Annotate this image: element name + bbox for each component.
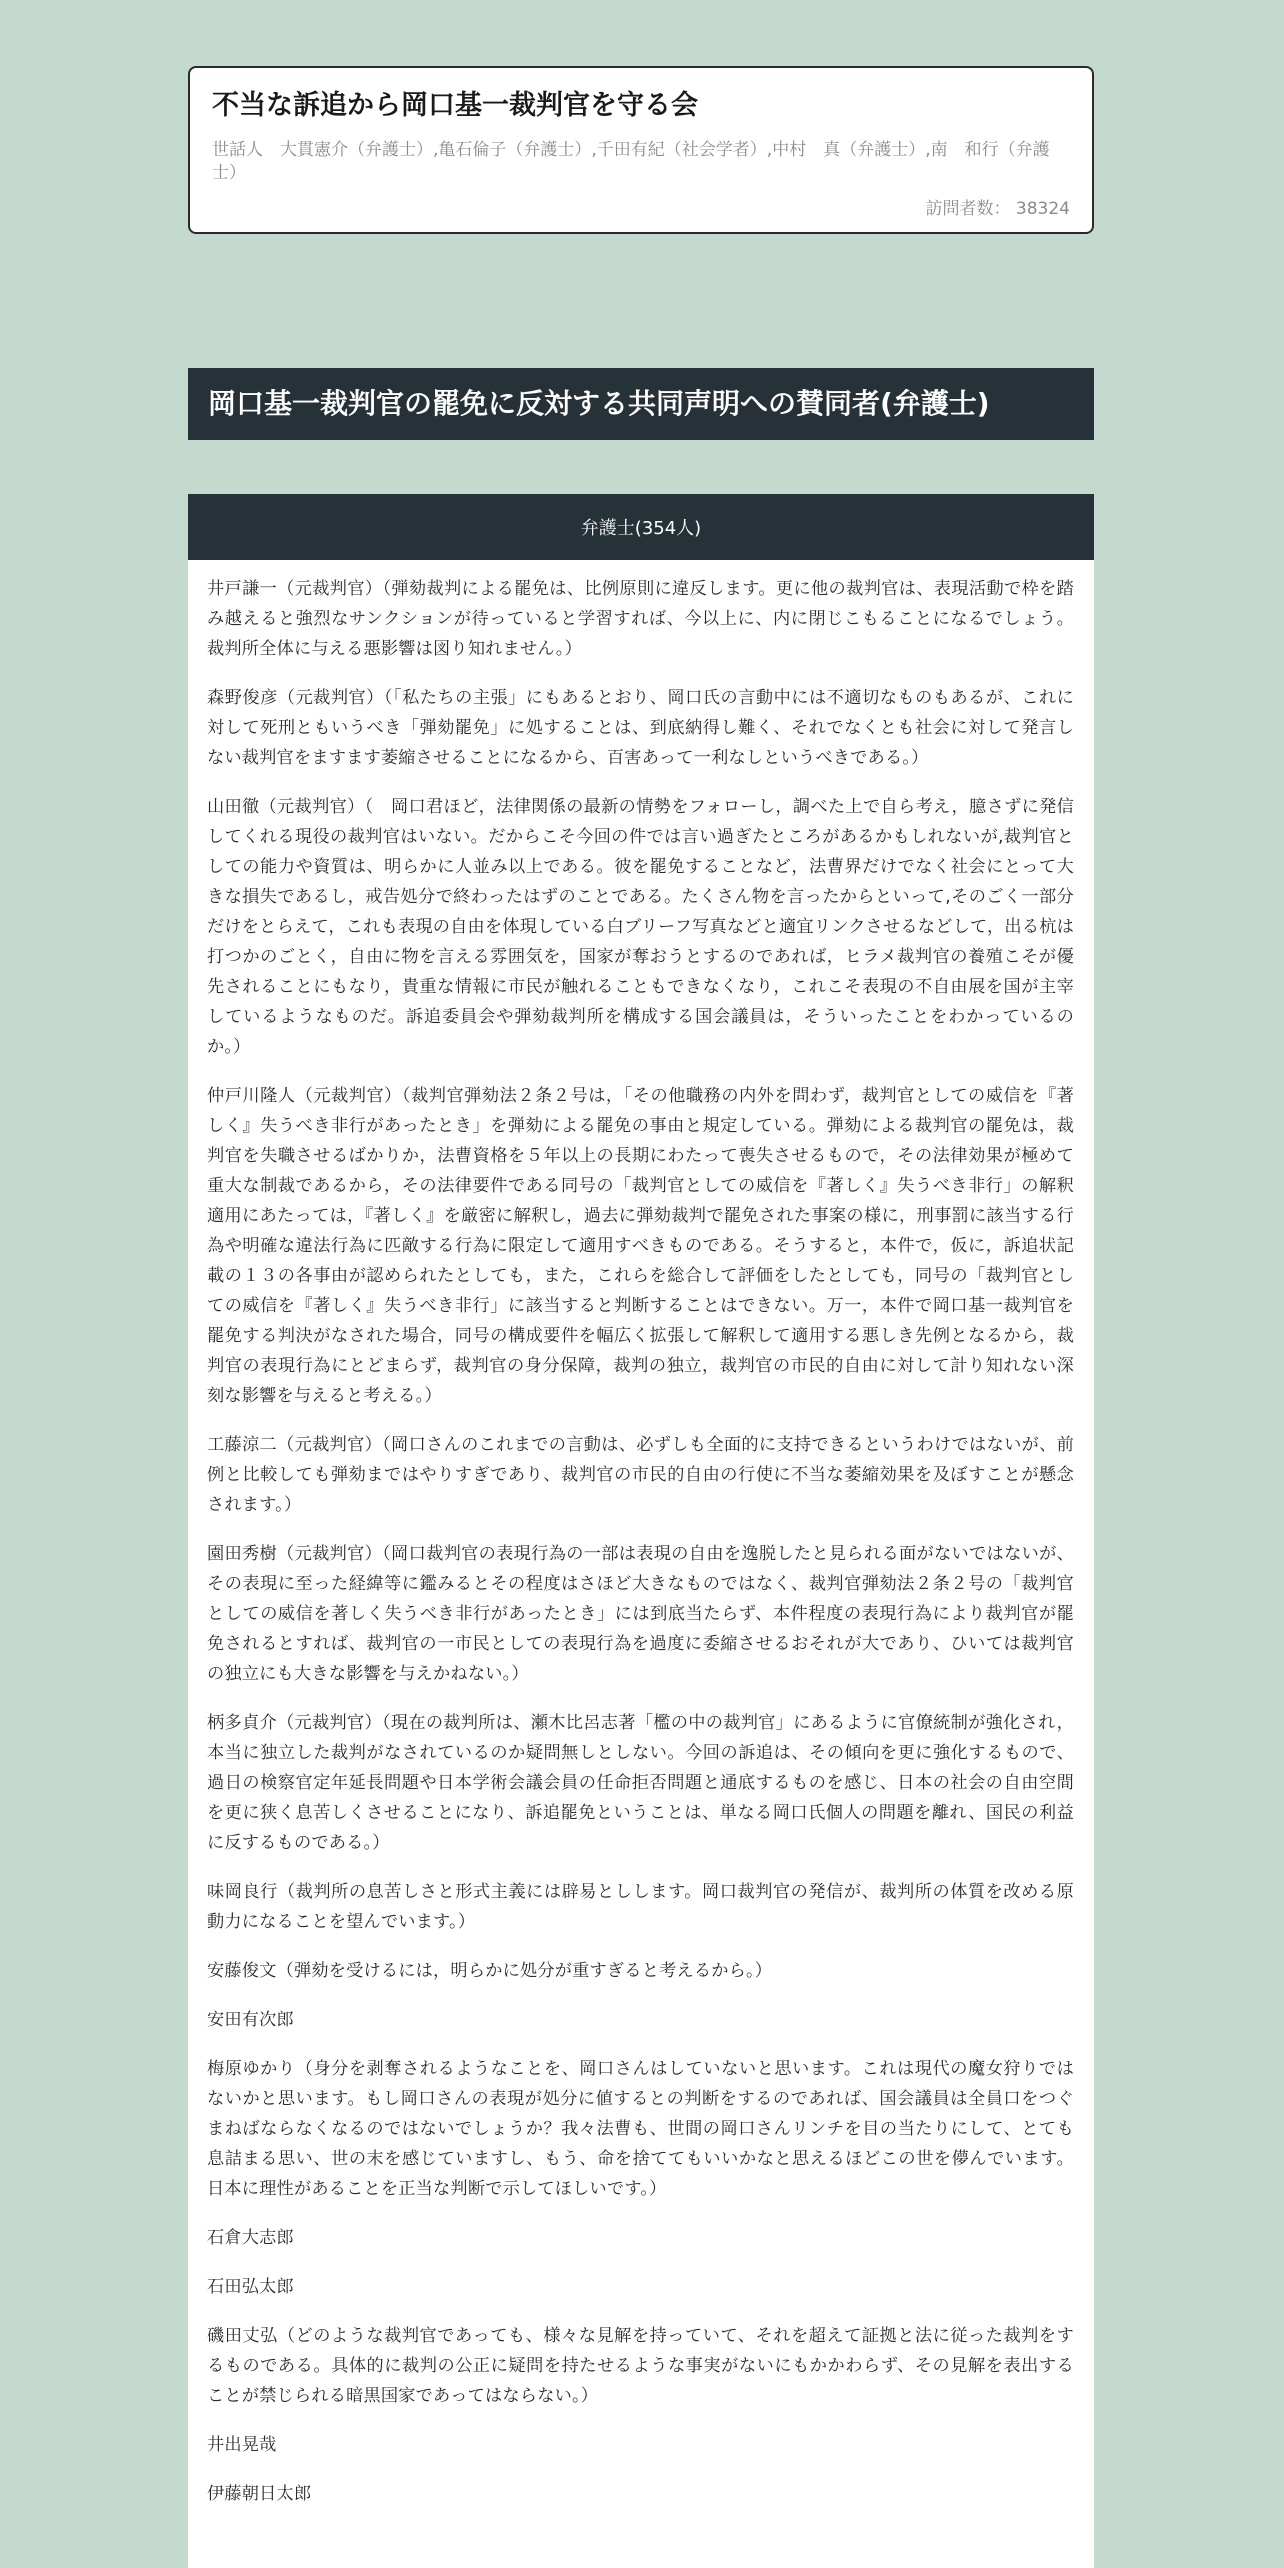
- signatory-entry: 安田有次郎: [207, 2010, 294, 2030]
- signatory-entry: 工藤涼二（元裁判官）（岡口さんのこれまでの言動は、必ずしも全面的に支持できるというわけではないが、前例と比較しても弾劾まではやりすぎであり、裁判官の市民的自由の行使に不当な萎縮効果を及ぼすことが懸念されます。）: [207, 1435, 1074, 1515]
- signatory-entry: 園田秀樹（元裁判官）（岡口裁判官の表現行為の一部は表現の自由を逸脱したと見られる面がないではないが、その表現に至った経緯等に鑑みるとその程度はさほど大きなものではなく、裁判官弾劾法２条２号の「裁判官としての威信を著しく失うべき非行があったとき」には到底当たらず、本件程度の表現行為により裁判官が罷免されるとすれば、裁判官の一市民としての表現行為を過度に委縮させるおそれが大であり、ひいては裁判官の独立にも大きな影響を与えかねない。）: [207, 1544, 1074, 1684]
- signatory-entry: 石田弘太郎: [207, 2277, 294, 2297]
- signatory-entry: 石倉大志郎: [207, 2228, 294, 2248]
- signatory-entry: 井出晃哉: [207, 2435, 277, 2455]
- site-header-card: [188, 66, 1094, 234]
- signatories-section: [188, 494, 1094, 2568]
- page-title: 岡口基一裁判官の罷免に反対する共同声明への賛同者(弁護士): [188, 368, 1094, 440]
- organizers-text: 世話人 大貫憲介（弁護士）,亀石倫子（弁護士）,千田有紀（社会学者）,中村 真（弁護士）,南 和行（弁護士）: [212, 140, 1050, 184]
- signatory-entry: 柄多貞介（元裁判官）（現在の裁判所は、瀬木比呂志著「檻の中の裁判官」にあるように官僚統制が強化され，本当に独立した裁判がなされているのか疑問無しとしない。今回の訴追は、その傾向を更に強化するもので、過日の検察官定年延長問題や日本学術会議会員の任命拒否問題と通底するものを感じ、日本の社会の自由空間を更に狭く息苦しくさせることになり、訴追罷免ということは、単なる岡口氏個人の問題を離れ、国民の利益に反するものである。）: [207, 1713, 1074, 1853]
- site-title-link[interactable]: 不当な訴追から岡口基一裁判官を守る会: [212, 90, 698, 121]
- signatory-entry: 梅原ゆかり（身分を剥奪されるようなことを、岡口さんはしていないと思います。これは現代の魔女狩りではないかと思います。もし岡口さんの表現が処分に値するとの判断をするのであれば、国会議員は全員口をつぐまねばならなくなるのではないでしょうか？我々法曹も、世間の岡口さんリンチを目の当たりにして、とても息詰まる思い、世の末を感じていますし、もう、命を捨ててもいいかなと思えるほどこの世を儚んでいます。日本に理性があることを正当な判断で示してほしいです。）: [207, 2059, 1074, 2199]
- signatory-entry: 伊藤朝日太郎: [207, 2484, 312, 2504]
- signatory-entry: 森野俊彦（元裁判官）（「私たちの主張」にもあるとおり、岡口氏の言動中には不適切なものもあるが、これに対して死刑ともいうべき「弾劾罷免」に処することは、到底納得し難く、それでなくとも社会に対して発言しない裁判官をますます萎縮させることになるから、百害あって一利なしというべきである。）: [207, 688, 1074, 768]
- site-title: [212, 88, 1070, 123]
- signatory-entry: 安藤俊文（弾劾を受けるには，明らかに処分が重すぎると考えるから。）: [207, 1961, 773, 1981]
- signatory-entry: 山田徹（元裁判官）（ 岡口君ほど，法律関係の最新の情勢をフォローし，調べた上で自ら考え，臆さずに発信してくれる現役の裁判官はいない。だからこそ今回の件では言い過ぎたところがあるかもしれないが,裁判官としての能力や資質は、明らかに人並み以上である。彼を罷免することなど，法曹界だけでなく社会にとって大きな損失であるし，戒告処分で終わったはずのことである。たくさん物を言ったからといって,そのごく一部分だけをとらえて，これも表現の自由を体現している白ブリーフ写真などと適宜リンクさせるなどして，出る杭は打つかのごとく，自由に物を言える雰囲気を，国家が奪おうとするのであれば，ヒラメ裁判官の養殖こそが優先されることにもなり，貴重な情報に市民が触れることもできなくなり，これこそ表現の不自由展を国が主宰しているようなものだ。訴追委員会や弾劾裁判所を構成する国会議員は，そういったことをわかっているのか。）: [207, 797, 1074, 1057]
- visitor-counter: 訪問者数： 38324: [925, 199, 1070, 219]
- signatory-entry: 井戸謙一（元裁判官）（弾劾裁判による罷免は、比例原則に違反します。更に他の裁判官は、表現活動で枠を踏み越えると強烈なサンクションが待っていると学習すれば、今以上に、内に閉じこもることになるでしょう。裁判所全体に与える悪影響は図り知れません。）: [207, 579, 1074, 659]
- section-header: 弁護士(354人): [188, 494, 1094, 560]
- signatory-entry: 味岡良行（裁判所の息苦しさと形式主義には辟易としします。岡口裁判官の発信が、裁判所の体質を改める原動力になることを望んでいます。）: [207, 1882, 1074, 1932]
- signatories-list: [188, 560, 1094, 2509]
- signatory-entry: 磯田丈弘（どのような裁判官であっても、様々な見解を持っていて、それを超えて証拠と法に従った裁判をするものである。具体的に裁判の公正に疑問を持たせるような事実がないにもかかわらず、その見解を表出することが禁じられる暗黒国家であってはならない。）: [207, 2326, 1074, 2406]
- signatory-entry: 仲戸川隆人（元裁判官）（裁判官弾劾法２条２号は，「その他職務の内外を問わず，裁判官としての威信を『著しく』失うべき非行があったとき」を弾劾による罷免の事由と規定している。弾劾による裁判官の罷免は，裁判官を失職させるばかりか，法曹資格を５年以上の長期にわたって喪失させるもので，その法律効果が極めて重大な制裁であるから，その法律要件である同号の「裁判官としての威信を『著しく』失うべき非行」の解釈適用にあたっては，『著しく』を厳密に解釈し，過去に弾劾裁判で罷免された事案の様に，刑事罰に該当する行為や明確な違法行為に匹敵する行為に限定して適用すべきものである。そうすると，本件で，仮に，訴追状記載の１３の各事由が認められたとしても，また，これらを総合して評価をしたとしても，同号の「裁判官としての威信を『著しく』失うべき非行」に該当すると判断することはできない。万一，本件で岡口基一裁判官を罷免する判決がなされた場合，同号の構成要件を幅広く拡張して解釈して適用する悪しき先例となるから，裁判官の表現行為にとどまらず，裁判官の身分保障，裁判の独立，裁判官の市民的自由に対して計り知れない深刻な影響を与えると考える。）: [207, 1086, 1074, 1406]
